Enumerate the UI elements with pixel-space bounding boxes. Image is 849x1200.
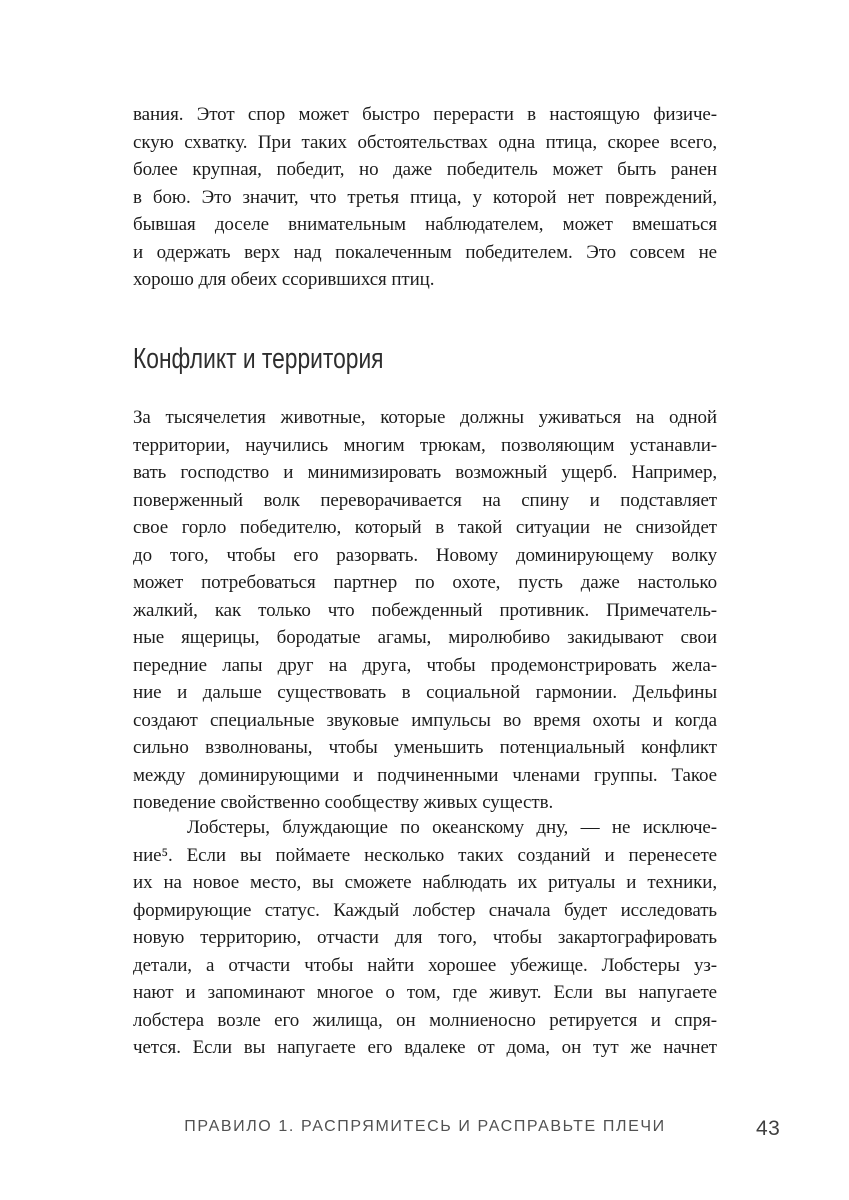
text-line: создают специальные звуковые импульсы во время охоты и когда [133, 709, 717, 731]
text-line: может потребоваться партнер по охоте, пусть даже настолько [133, 572, 717, 593]
text-line: ние⁵. Если вы поймаете несколько таких созданий и перенесете [133, 844, 717, 866]
text-line: ние и дальше существовать в социальной гармонии. Дельфины [133, 682, 717, 703]
text-line: лобстера возле его жилища, он молниеносно ретируется и спря- [133, 1009, 717, 1031]
text-line: передние лапы друг на друга, чтобы продемонстрировать жела- [133, 654, 717, 676]
text-line: вания. Этот спор может быстро перерасти в настоящую физиче- [133, 104, 717, 125]
text-line: территории, научились многим трюкам, позволяющим устанавли- [133, 434, 717, 456]
text-line: жалкий, как только что побежденный противник. Примечатель- [133, 599, 717, 621]
text-line: формирующие статус. Каждый лобстер сначала будет исследовать [133, 899, 717, 921]
text-line: более крупная, победит, но даже победитель может быть ранен [133, 159, 717, 180]
body-paragraph-3 [133, 814, 717, 1062]
text-line: и одержать верх над покалеченным победителем. Это совсем не [133, 241, 717, 263]
text-line: новую территорию, отчасти для того, чтобы закартографировать [133, 927, 717, 948]
text-line: Лобстеры, блуждающие по океанскому дну, — не исключе- [187, 817, 717, 838]
text-line: поверженный волк переворачивается на спину и подставляет [133, 489, 717, 511]
section-heading: Конфликт и территория [133, 343, 384, 375]
text-line: хорошо для обеих ссорившихся птиц. [133, 269, 435, 290]
text-line: чется. Если вы напугаете его вдалеке от дома, он тут же начнет [133, 1037, 717, 1058]
text-line: вать господство и минимизировать возможный ущерб. Например, [133, 462, 717, 483]
text-line: детали, а отчасти чтобы найти хорошее убежище. Лобстеры уз- [133, 954, 717, 976]
text-line: сильно взволнованы, чтобы уменьшить потенциальный конфликт [133, 737, 717, 758]
text-line: нают и запоминают многое о том, где живут. Если вы напугаете [133, 982, 717, 1003]
text-line: между доминирующими и подчиненными членами группы. Такое [133, 764, 717, 786]
text-line: до того, чтобы его разорвать. Новому доминирующему волку [133, 544, 717, 566]
text-line: поведение свойственно сообществу живых существ. [133, 792, 554, 813]
text-line: ные ящерицы, бородатые агамы, миролюбиво закидывают свои [133, 627, 717, 648]
text-line: в бою. Это значит, что третья птица, у которой нет повреждений, [133, 186, 717, 208]
text-line: свое горло победителю, который в такой ситуации не снизойдет [133, 517, 717, 538]
running-footer-chapter-title: ПРАВИЛО 1. РАСПРЯМИТЕСЬ И РАСПРАВЬТЕ ПЛЕЧИ [184, 1118, 666, 1135]
text-line: бывшая доселе внимательным наблюдателем, может вмешаться [133, 214, 717, 235]
text-line: их на новое место, вы сможете наблюдать их ритуалы и техники, [133, 872, 717, 893]
page-number: 43 [756, 1117, 781, 1140]
text-line: скую схватку. При таких обстоятельствах одна птица, скорее всего, [133, 131, 717, 153]
body-paragraph-2 [133, 404, 717, 817]
body-paragraph-1 [133, 101, 717, 294]
text-line: За тысячелетия животные, которые должны уживаться на одной [133, 407, 717, 428]
